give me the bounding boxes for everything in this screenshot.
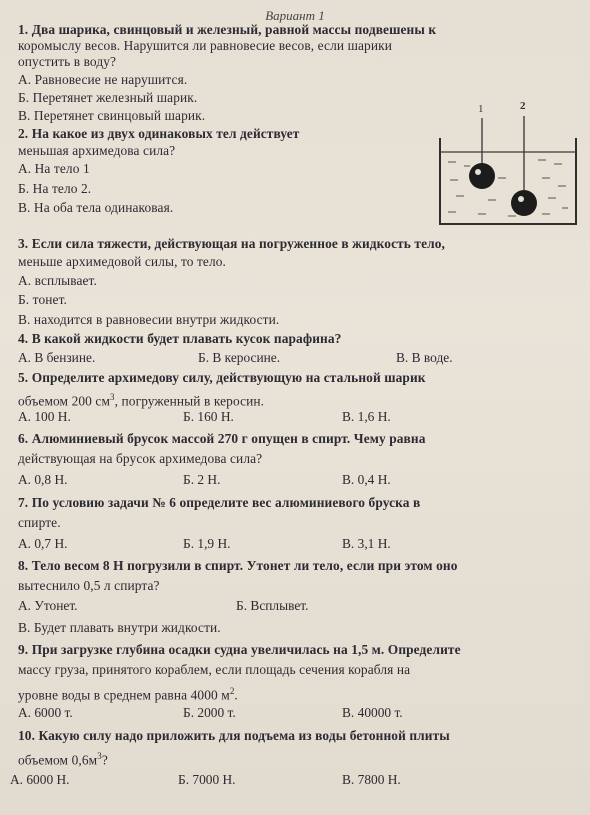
ball-1 <box>469 163 495 189</box>
ball-2 <box>511 190 537 216</box>
q5-option-a: А. 100 Н. <box>18 409 71 424</box>
q8-option-c: В. Будет плавать внутри жидкости. <box>18 620 221 635</box>
q4-text-line1: 4. В какой жидкости будет плавать кусок парафина? <box>18 331 342 346</box>
q10-option-c: В. 7800 Н. <box>342 772 401 787</box>
q4-option-a: А. В бензине. <box>18 350 96 365</box>
q8-option-a: А. Утонет. <box>18 598 78 613</box>
q6-option-a: А. 0,8 Н. <box>18 472 68 487</box>
figure-label-1: 1 <box>478 103 484 115</box>
q5-text-line1: 5. Определите архимедову силу, действующую на стальной шарик <box>18 370 426 385</box>
q9-text-line1: 9. При загрузке глубина осадки судна увеличилась на 1,5 м. Определите <box>18 642 461 657</box>
q2-option-a: А. На тело 1 <box>18 161 90 176</box>
q7-text-line1: 7. По условию задачи № 6 определите вес алюминиевого бруска в <box>18 495 421 510</box>
figure-label-2: 2 <box>520 100 526 112</box>
q4-option-c: В. В воде. <box>396 350 453 365</box>
q7-option-c: В. 3,1 Н. <box>342 536 391 551</box>
liquid-hatching <box>448 160 568 216</box>
q6-text-line2: действующая на брусок архимедова сила? <box>18 451 263 466</box>
vessel-walls <box>440 138 576 224</box>
q8-text-line2: вытеснило 0,5 л спирта? <box>18 578 160 593</box>
q6-text-line1: 6. Алюминиевый брусок массой 270 г опущен в спирт. Чему равна <box>18 431 426 446</box>
q7-option-a: А. 0,7 Н. <box>18 536 68 551</box>
q6-option-b: Б. 2 Н. <box>183 472 221 487</box>
q5-option-b: Б. 160 Н. <box>183 409 234 424</box>
q1-text-line2: коромыслу весов. Нарушится ли равновесие весов, если шарики <box>18 38 392 53</box>
q2-text-line2: меньшая архимедова сила? <box>18 143 176 158</box>
q2-text-line1: 2. На какое из двух одинаковых тел действует <box>18 126 300 141</box>
q3-option-b: Б. тонет. <box>18 292 67 307</box>
q10-text-line2: объемом $0,6м^3$? <box>18 751 108 768</box>
variant-title: Вариант 1 <box>265 8 325 23</box>
q5-text-line2: объемом 200 $см^3$, погруженный в керосин. <box>18 392 265 409</box>
q6-option-c: В. 0,4 Н. <box>342 472 391 487</box>
q9-text-line3: уровне воды в среднем равна 4000 $м^2$. <box>18 686 238 703</box>
q8-option-b: Б. Всплывет. <box>236 598 309 613</box>
q9-option-c: В. 40000 т. <box>342 705 403 720</box>
q9-text-line2: массу груза, принятого кораблем, если площадь сечения корабля на <box>18 662 411 677</box>
vessel-figure <box>438 100 578 228</box>
q1-option-a: А. Равновесие не нарушится. <box>18 72 188 87</box>
q2-option-c: В. На оба тела одинаковая. <box>18 200 174 215</box>
q3-text-line1: 3. Если сила тяжести, действующая на погруженное в жидкость тело, <box>18 236 445 251</box>
q5-option-c: В. 1,6 Н. <box>342 409 391 424</box>
q3-option-c: В. находится в равновесии внутри жидкости. <box>18 312 280 327</box>
q10-option-b: Б. 7000 Н. <box>178 772 236 787</box>
q3-option-a: А. всплывает. <box>18 273 97 288</box>
q1-option-c: В. Перетянет свинцовый шарик. <box>18 108 206 123</box>
q9-option-a: А. 6000 т. <box>18 705 73 720</box>
q7-text-line2: спирте. <box>18 515 61 530</box>
q8-text-line1: 8. Тело весом 8 Н погрузили в спирт. Утонет ли тело, если при этом оно <box>18 558 458 573</box>
q3-text-line2: меньше архимедовой силы, то тело. <box>18 254 227 269</box>
q10-option-a: А. 6000 Н. <box>10 772 70 787</box>
q4-option-b: Б. В керосине. <box>198 350 281 365</box>
vessel-diagram <box>438 100 578 228</box>
q7-option-b: Б. 1,9 Н. <box>183 536 231 551</box>
q1-text-line3: опустить в воду? <box>18 54 117 69</box>
q1-option-b: Б. Перетянет железный шарик. <box>18 90 198 105</box>
q1-text-line1: 1. Два шарика, свинцовый и железный, равной массы подвешены к <box>18 22 437 37</box>
q2-option-b: Б. На тело 2. <box>18 181 92 196</box>
q9-option-b: Б. 2000 т. <box>183 705 236 720</box>
q10-text-line1: 10. Какую силу надо приложить для подъема из воды бетонной плиты <box>18 728 450 743</box>
